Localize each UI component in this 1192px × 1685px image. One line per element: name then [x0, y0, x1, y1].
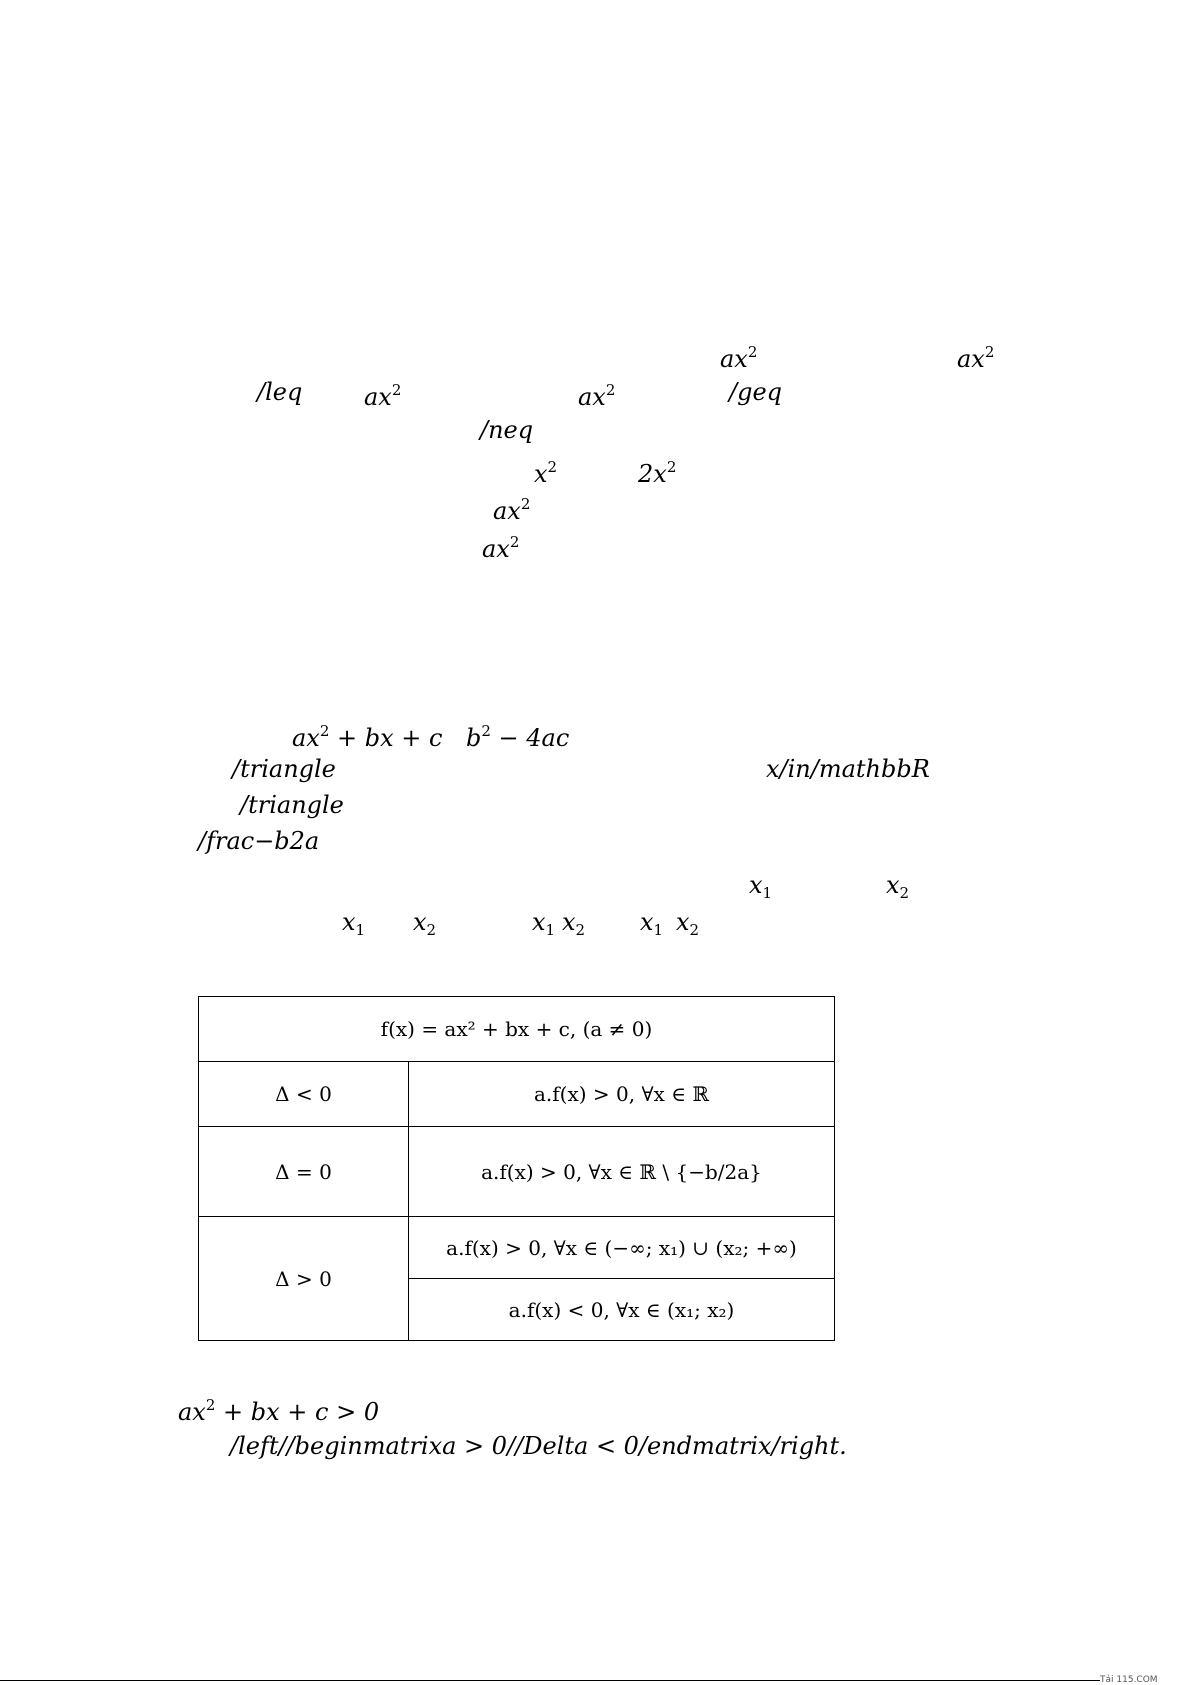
- triangle-symbol: /triangle: [240, 791, 344, 819]
- condition-system: /left//beginmatrixa > 0//Delta < 0/endmatrix/right.: [230, 1432, 847, 1460]
- table-cell-result: [409, 1217, 835, 1279]
- quadratic-inequality: $ax^2$ + bx + c > 0: [178, 1396, 380, 1426]
- table-cell-result: [409, 1279, 835, 1341]
- table-cell-condition: [199, 1217, 409, 1341]
- frac-expression: /frac−b2a: [198, 827, 320, 855]
- ax2-term: $ax^2$: [482, 533, 520, 563]
- x-in-reals: x/in/mathbbR: [766, 755, 930, 783]
- x2-term: $x^2$: [534, 458, 558, 488]
- quadratic-polynomial: $ax^2$ + bx + c: [292, 722, 443, 752]
- triangle-symbol: /triangle: [232, 755, 336, 783]
- page-footer: Tải 115.COM: [1100, 1675, 1158, 1685]
- ax2-term: $ax^2$: [957, 343, 995, 373]
- ax2-term: $ax^2$: [720, 343, 758, 373]
- condition-text: Δ > 0: [275, 1266, 332, 1291]
- sign-table: [198, 996, 835, 1341]
- root-x1: $x_1$: [749, 871, 773, 902]
- table-cell-result: [409, 1062, 835, 1127]
- geq-symbol: /geq: [729, 378, 783, 406]
- result-text: a.f(x) > 0, ∀x ∈ (−∞; x₁) ∪ (x₂; +∞): [446, 1235, 797, 1260]
- root-x1: $x_1$: [342, 908, 366, 939]
- root-x2: $x_2$: [886, 871, 910, 902]
- ax2-term: $ax^2$: [364, 381, 402, 411]
- table-cell-result: [409, 1127, 835, 1217]
- root-x2: $x_2$: [676, 908, 700, 939]
- leq-symbol: /leq: [257, 378, 303, 406]
- condition-text: Δ = 0: [275, 1159, 332, 1184]
- result-text: a.f(x) > 0, ∀x ∈ ℝ: [534, 1082, 709, 1106]
- discriminant-expression: $b^2 - 4ac$: [466, 722, 570, 752]
- result-text: a.f(x) < 0, ∀x ∈ (x₁; x₂): [508, 1297, 735, 1322]
- condition-text: Δ < 0: [275, 1082, 332, 1106]
- table-header: [199, 997, 835, 1062]
- table-header-text: f(x) = ax² + bx + c, (a ≠ 0): [380, 1017, 653, 1041]
- ax2-term: $ax^2$: [493, 495, 531, 525]
- root-x1: $x_1$: [532, 908, 556, 939]
- table-cell-condition: [199, 1127, 409, 1217]
- result-text: a.f(x) > 0, ∀x ∈ ℝ \ {−b/2a}: [481, 1159, 762, 1184]
- root-x2: $x_2$: [413, 908, 437, 939]
- root-x2: $x_2$: [562, 908, 586, 939]
- ax2-term: $ax^2$: [578, 381, 616, 411]
- root-x1: $x_1$: [640, 908, 664, 939]
- page-bottom-rule: [0, 1680, 1100, 1681]
- table-cell-condition: [199, 1062, 409, 1127]
- neq-symbol: /neq: [480, 416, 534, 444]
- 2x2-term: $2x^2$: [638, 458, 677, 488]
